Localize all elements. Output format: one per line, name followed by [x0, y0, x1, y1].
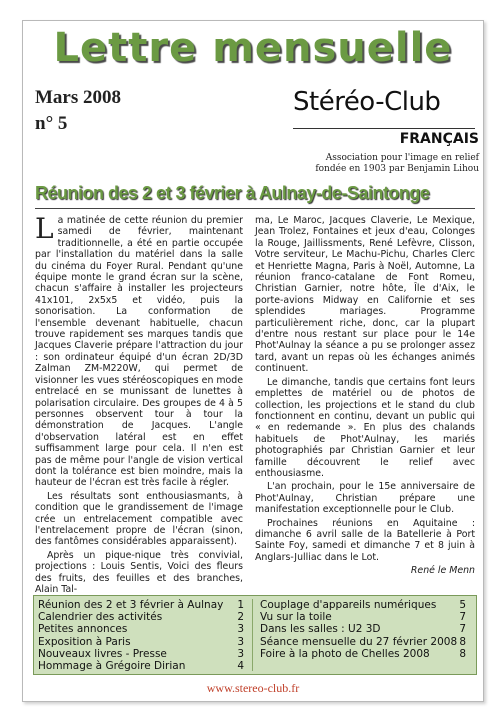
club-tagline — [285, 153, 479, 175]
table-of-contents — [33, 595, 477, 675]
toc-item-title: Nouveaux livres - Presse — [38, 647, 167, 660]
toc-item-title: Foire à la photo de Chelles 2008 — [260, 647, 430, 660]
toc-item[interactable] — [38, 611, 248, 623]
headline-divider — [35, 208, 475, 209]
toc-item[interactable] — [38, 599, 248, 611]
page-frame — [22, 20, 484, 702]
article-paragraph: Le dimanche, tandis que certains font leurs emplettes de matériel ou de photos de collection, les projections et le stand du club fonctionnent en continu, devant un public qui « en redemande ». En plus des chalands habituels de Phot'Aulnay, les mariés photographiés par Christian Garnier et leur famille découvrent le relief avec enthousiasme. — [255, 376, 475, 479]
article-column-right — [255, 215, 475, 579]
toc-item[interactable] — [260, 611, 470, 623]
article-paragraph — [35, 212, 243, 489]
toc-item-page: 1 — [237, 599, 244, 611]
newsletter-title: Lettre mensuelle — [53, 25, 453, 71]
toc-item[interactable] — [260, 599, 470, 611]
toc-column-left — [38, 599, 248, 672]
toc-item-page: 5 — [459, 599, 466, 611]
issue-number: n° 5 — [35, 113, 68, 134]
club-logo-rule — [293, 128, 475, 129]
toc-item-page: 2 — [237, 611, 244, 624]
club-tagline-line: fondée en 1903 par Benjamin Lihou — [315, 164, 479, 174]
article-paragraph: Prochaines réunions en Aquitaine : dimanche 6 avril salle de la Batellerie à Port Sainte Foy, samedi et dimanche 7 et 8 juin à Anglars-Julliac dans le Lot. — [255, 517, 475, 563]
toc-item-title: Vu sur la toile — [260, 611, 332, 624]
article-paragraph: Les résultats sont enthousiasmants, à condition que le grandissement de l'image crée un entrelacement compatible avec l'entrelacement propre de l'écran (sinon, des fantômes considérables apparaissent). — [35, 490, 243, 548]
toc-item-page: 3 — [237, 635, 244, 648]
article-signature: René le Menn — [410, 565, 475, 577]
club-logo-country: FRANÇAIS — [399, 131, 479, 147]
toc-item-title: Petites annonces — [38, 623, 128, 636]
toc-item-page: 7 — [459, 611, 466, 624]
toc-item-page: 8 — [459, 647, 466, 660]
issue-date: Mars 2008 — [35, 87, 122, 108]
article-paragraph: Après un pique-nique très convivial, projections : Louis Sentis, Voici des fleurs des fruits, des feuilles et des branches, Alain Tal- — [35, 549, 243, 595]
toc-item-page: 4 — [237, 659, 244, 672]
toc-item-page: 7 — [459, 623, 466, 636]
toc-item-title: Calendrier des activités — [38, 611, 163, 624]
toc-item[interactable] — [38, 648, 248, 660]
article-headline: Réunion des 2 et 3 février à Aulnay-de-Saintonge — [35, 183, 430, 203]
club-tagline-line: Association pour l'image en relief — [325, 153, 479, 163]
article-column-left — [35, 212, 243, 597]
toc-item[interactable] — [260, 623, 470, 635]
paragraph-text: a matinée de cette réunion du premier samedi de février, maintenant traditionnelle, a été en partie occupée par l'installation du matériel dans la salle du cinéma du Foyer Rural. Pendant qu'une équipe monte le grand écran sur la scène, chacun s'affaire à installer les projecteurs 41x101, 2x5x5 et vidéo, puis la sonorisation. La conformation de l'ensemble devenant habituelle, chacun trouve rapidement ses marques tandis que Jacques Claverie prépare l'attraction du jour : son ordinateur équipé d'un écran 2D/3D Zalman ZM-M220W, qui permet de visionner les vues stéréoscopiques en mode entrelacé en se munissant de lunettes à polarisation circulaire. Des groupes de 4 à 5 personnes observent tour à tour la démonstration de Jacques. L'angle d'observation latéral est en effet suffisamment large pour cela. Il n'en est pas de même pour l'angle de vision vertical dont la tolérance est bien moindre, mais la hauteur de l'écran est très facile à régler. — [35, 215, 243, 489]
toc-item-page: 8 — [459, 635, 466, 648]
drop-cap: L — [35, 212, 54, 245]
toc-item[interactable] — [260, 648, 470, 660]
toc-item[interactable] — [38, 636, 248, 648]
toc-item[interactable] — [38, 660, 248, 672]
website-link[interactable]: www.stereo-club.fr — [206, 681, 300, 695]
toc-divider — [252, 599, 253, 671]
toc-item-page: 3 — [237, 647, 244, 660]
toc-item-page: 3 — [237, 623, 244, 636]
article-paragraph: ma, Le Maroc, Jacques Claverie, Le Mexique, Jean Trolez, Fontaines et jeux d'eau, Colonges la Rouge, Jaillissments, René Lefèvre, Clisson, Votre serviteur, Le Machu-Pichu, Charles Clerc et Henriette Magna, Paris à Noël, Automne, La réunion franco-catalane de Font Romeu, Christian Garnier, notre hôte, Île d'Aix, le porte-avions Midway en Californie et ses splendides mariages. Programme particulièrement riche, donc, car la plupart d'entre nous restant sur place pour le 14e Phot'Aulnay la séance a pu se prolonger assez tard, avant un repas où les échanges animés continuent. — [255, 215, 475, 375]
toc-item-title: Hommage à Grégoire Dirian — [38, 659, 186, 672]
toc-column-right — [260, 599, 470, 660]
article-paragraph: L'an prochain, pour le 15e anniversaire de Phot'Aulnay, Christian prépare une manifestation exceptionnelle pour le Club. — [255, 481, 475, 516]
toc-item[interactable] — [38, 623, 248, 635]
toc-item-title: Réunion des 2 et 3 février à Aulnay — [38, 599, 224, 611]
toc-item-title: Dans les salles : U2 3D — [260, 623, 381, 636]
toc-item[interactable] — [260, 636, 470, 648]
toc-item-title: Séance mensuelle du 27 février 2008 — [260, 635, 458, 648]
toc-item-title: Exposition à Paris — [38, 635, 131, 648]
toc-item-title: Couplage d'appareils numériques — [260, 599, 437, 611]
club-logo-name: Stéréo-Club — [293, 87, 441, 117]
